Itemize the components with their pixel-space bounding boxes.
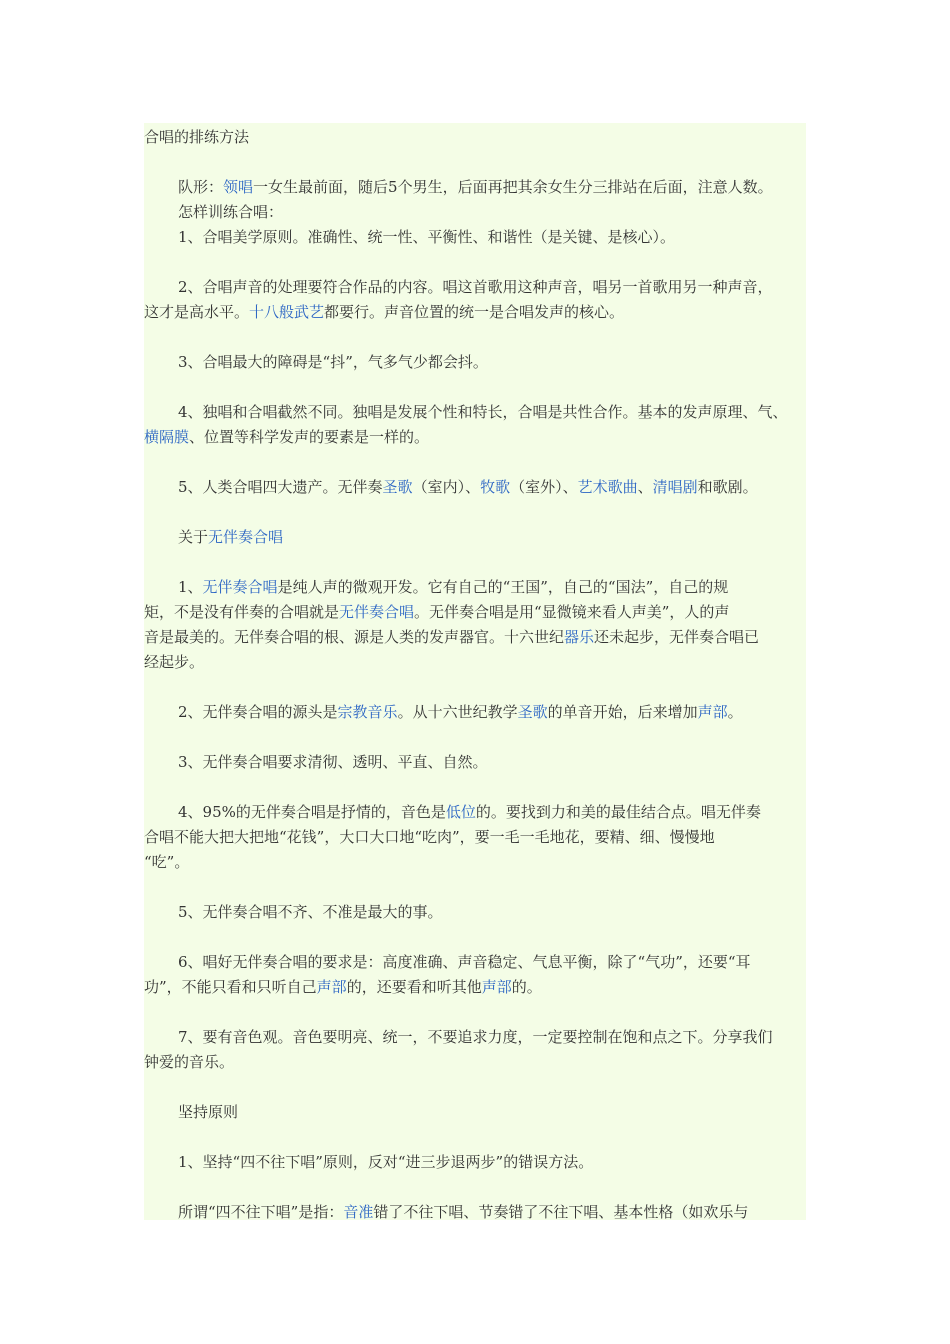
a7-line-1: 7、要有音色观。音色要明亮、统一，不要追求力度，一定要控制在饱和点之下。分享我们 — [178, 1028, 773, 1046]
a1-line-2: 矩，不是没有伴奏的合唱就是无伴奏合唱。无伴奏合唱是用“显微镜来看人声美”，人的声 — [144, 603, 730, 621]
link-oratorio[interactable]: 清唱剧 — [652, 478, 698, 496]
howto-heading: 怎样训练合唱： — [178, 203, 284, 221]
item-2-line-2: 这才是高水平。十八般武艺都要行。声音位置的统一是合唱发声的核心。 — [144, 303, 625, 321]
page-title: 合唱的排练方法 — [144, 128, 250, 146]
p2-line-1: 所谓“四不往下唱”是指：音准错了不往下唱、节奏错了不往下唱、基本性格（如欢乐与 — [178, 1203, 749, 1221]
item-4-line-1: 4、独唱和合唱截然不同。独唱是发展个性和特长，合唱是共性合作。基本的发声原理、气、 — [178, 403, 788, 421]
a1-line-3: 音是最美的。无伴奏合唱的根、源是人类的发声器官。十六世纪器乐还未起步，无伴奏合唱已 — [144, 628, 760, 646]
item-1: 1、合唱美学原则。准确性、统一性、平衡性、和谐性（是关键、是核心）。 — [178, 228, 676, 246]
a6-line-1: 6、唱好无伴奏合唱的要求是：高度准确、声音稳定、气息平衡，除了“气功”，还要“耳 — [178, 953, 751, 971]
link-low-position[interactable]: 低位 — [445, 803, 476, 821]
item-4-line-2: 横隔膜、位置等科学发声的要素是一样的。 — [144, 428, 430, 446]
link-chant[interactable]: 圣歌 — [382, 478, 413, 496]
link-madrigal[interactable]: 牧歌 — [480, 478, 511, 496]
a1-line-1: 1、无伴奏合唱是纯人声的微观开发。它有自己的“王国”，自己的“国法”，自己的规 — [178, 578, 729, 596]
link-instrumental[interactable]: 器乐 — [564, 628, 595, 646]
p1: 1、坚持“四不往下唱”原则，反对“进三步退两步”的错误方法。 — [178, 1153, 594, 1171]
link-intonation[interactable]: 音准 — [343, 1203, 374, 1221]
a6-line-2: 功”，不能只看和只听自己声部的，还要看和听其他声部的。 — [144, 978, 542, 996]
principle-heading: 坚持原则 — [178, 1103, 239, 1121]
a4-line-3: “吃”。 — [144, 853, 190, 871]
link-acappella[interactable]: 无伴奏合唱 — [208, 528, 284, 546]
a4-line-2: 合唱不能大把大把地“花钱”，大口大口地“吃肉”，要一毛一毛地花，要精、细、慢慢地 — [144, 828, 715, 846]
acappella-heading: 关于无伴奏合唱 — [178, 528, 284, 546]
link-voice-part[interactable]: 声部 — [316, 978, 347, 996]
a1-line-4: 经起步。 — [144, 653, 205, 671]
article-body — [144, 123, 816, 1225]
a2: 2、无伴奏合唱的源头是宗教音乐。从十六世纪教学圣歌的单音开始，后来增加声部。 — [178, 703, 743, 721]
link-religious-music[interactable]: 宗教音乐 — [337, 703, 398, 721]
item-3: 3、合唱最大的障碍是“抖”，气多气少都会抖。 — [178, 353, 488, 371]
a3: 3、无伴奏合唱要求清彻、透明、平直、自然。 — [178, 753, 488, 771]
link-lead-singer[interactable]: 领唱 — [223, 178, 254, 196]
item-2-line-1: 2、合唱声音的处理要符合作品的内容。唱这首歌用这种声音，唱另一首歌用另一种声音， — [178, 278, 773, 296]
link-diaphragm[interactable]: 横隔膜 — [144, 428, 190, 446]
link-art-song[interactable]: 艺术歌曲 — [577, 478, 638, 496]
link-acappella[interactable]: 无伴奏合唱 — [202, 578, 278, 596]
link-acappella[interactable]: 无伴奏合唱 — [339, 603, 415, 621]
link-voice-part[interactable]: 声部 — [481, 978, 512, 996]
item-5: 5、人类合唱四大遗产。无伴奏圣歌（室内）、牧歌（室外）、艺术歌曲、清唱剧和歌剧。 — [178, 478, 758, 496]
formation-paragraph: 队形：领唱一女生最前面，随后5个男生，后面再把其余女生分三排站在后面，注意人数。 — [178, 178, 773, 196]
a4-line-1: 4、95%的无伴奏合唱是抒情的，音色是低位的。要找到力和美的最佳结合点。唱无伴奏 — [178, 803, 761, 821]
link-voice-part[interactable]: 声部 — [697, 703, 728, 721]
link-chant[interactable]: 圣歌 — [517, 703, 548, 721]
a7-line-2: 钟爱的音乐。 — [144, 1053, 235, 1071]
a5: 5、无伴奏合唱不齐、不准是最大的事。 — [178, 903, 443, 921]
link-eighteen-skills[interactable]: 十八般武艺 — [249, 303, 325, 321]
